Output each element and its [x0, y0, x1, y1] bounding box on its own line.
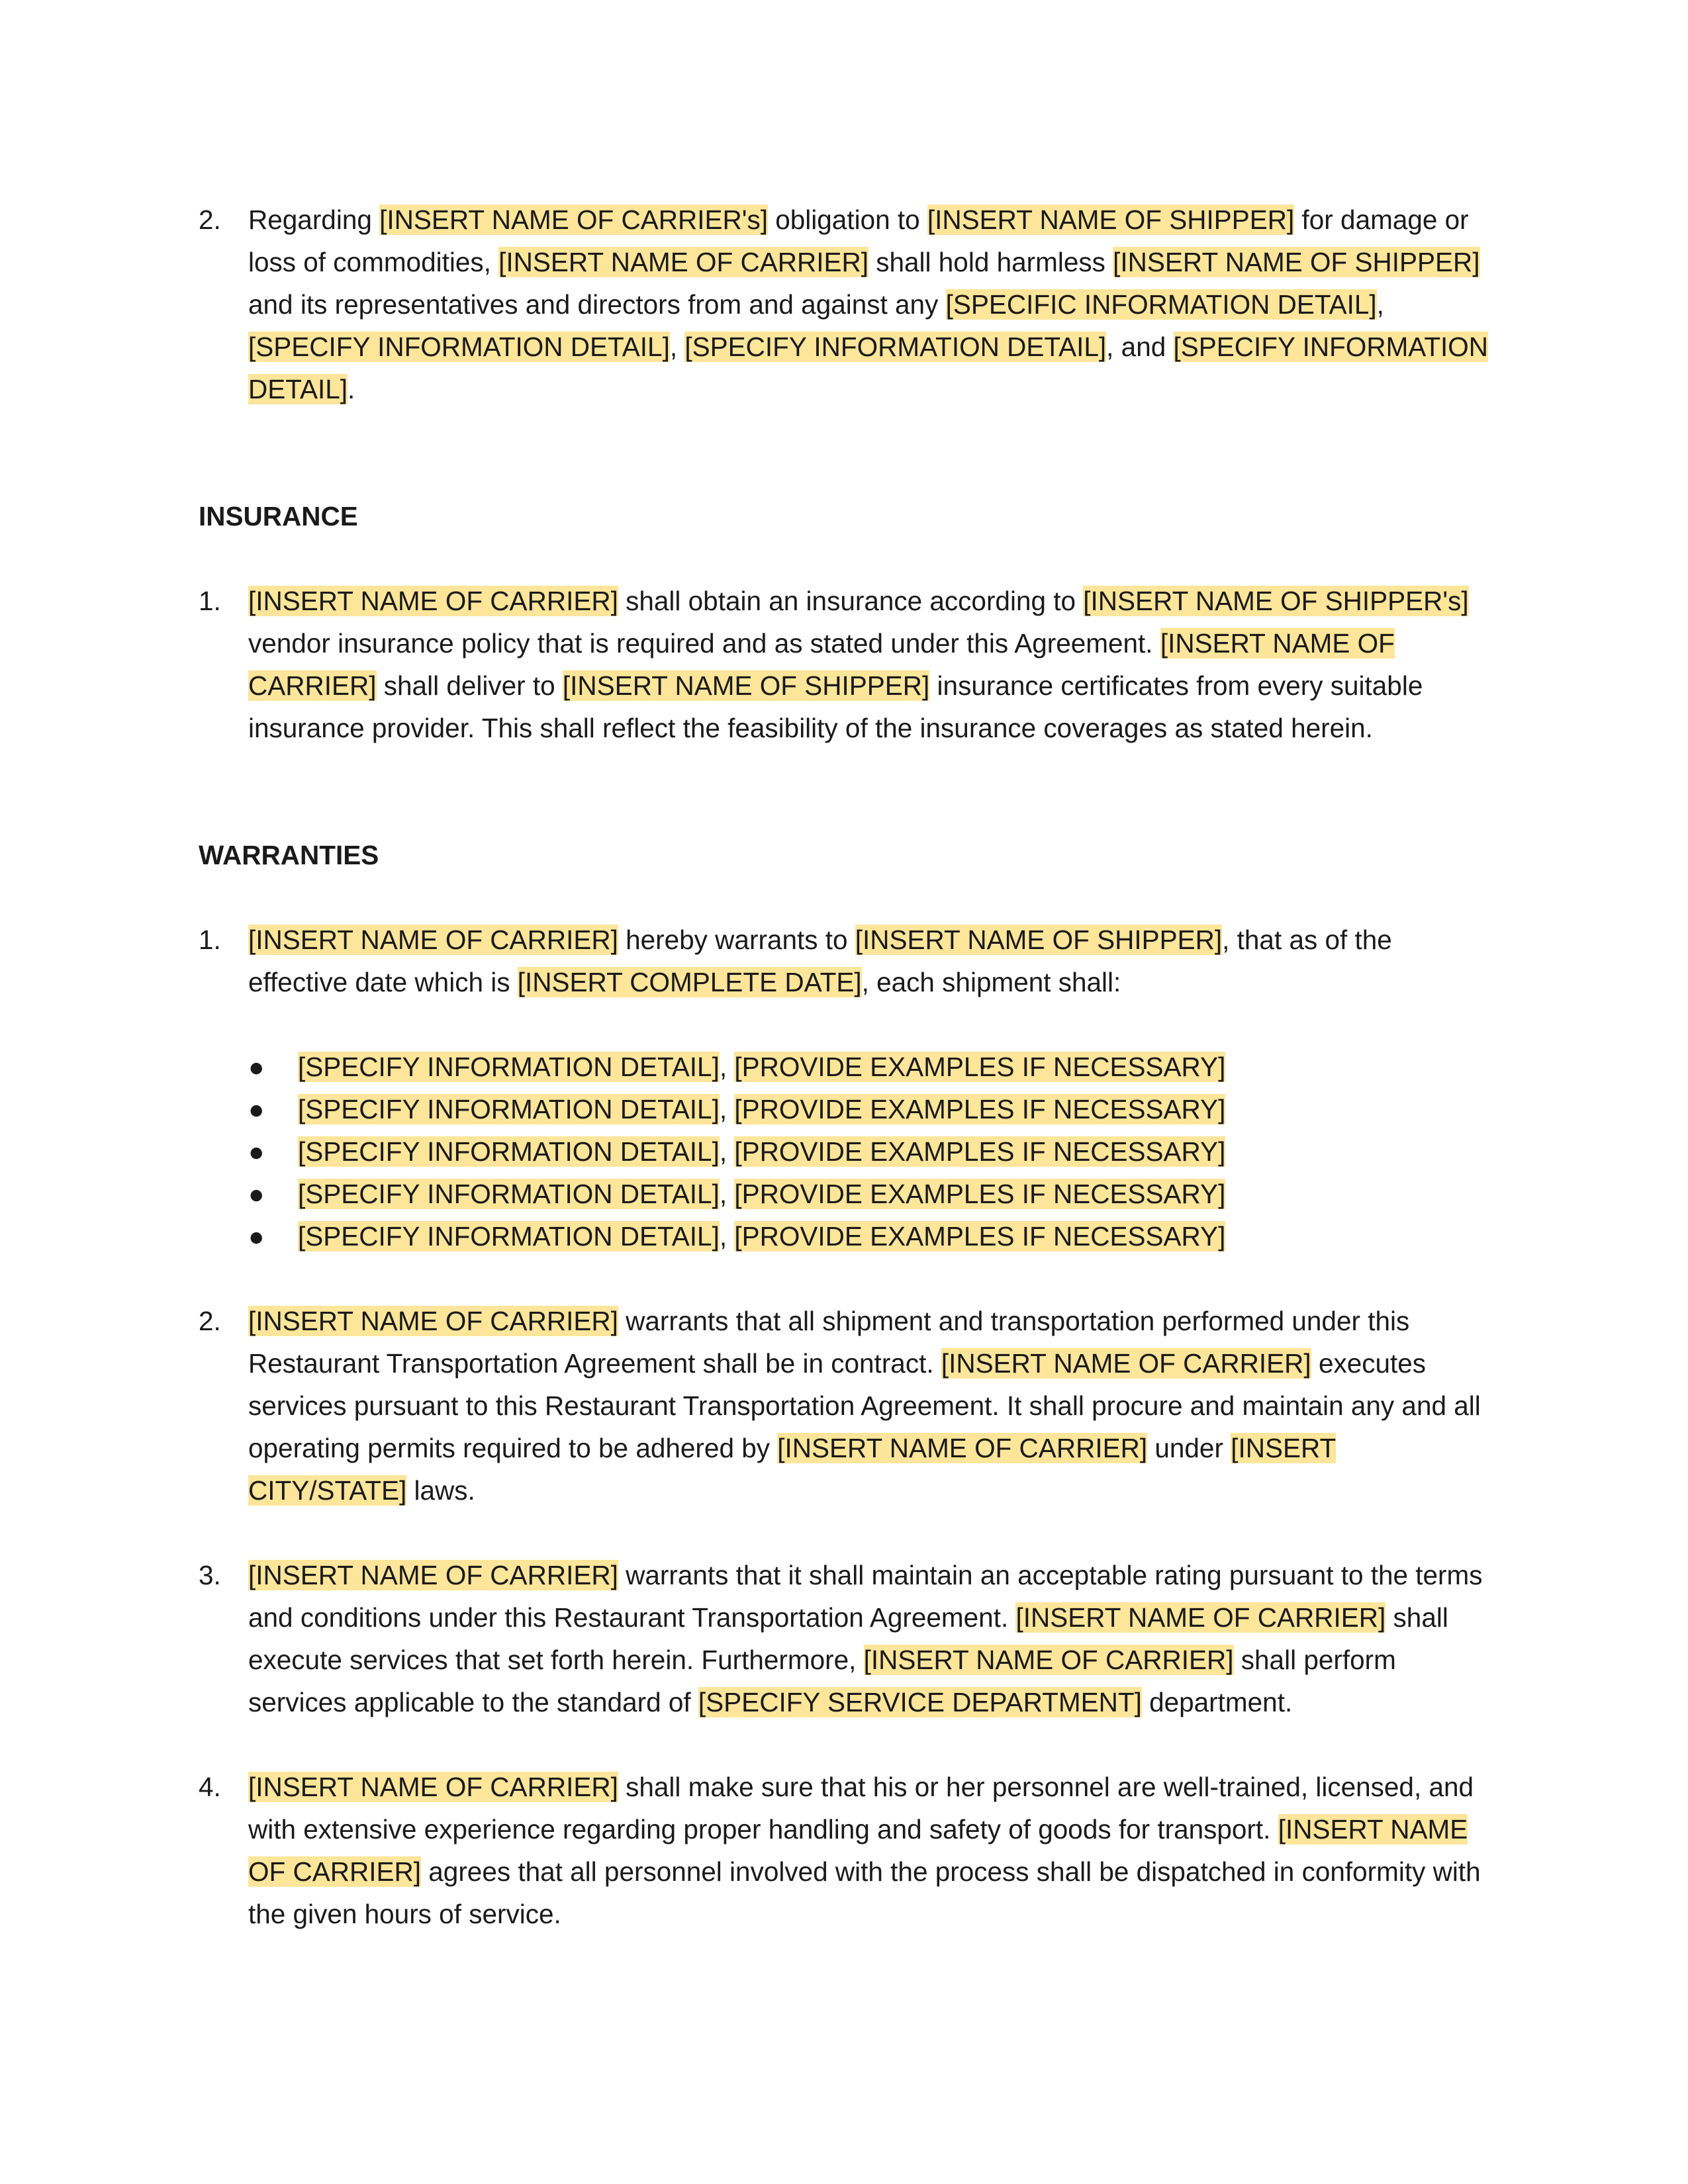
text-run: , that as of the effective date which is [248, 925, 1392, 997]
text-run: laws. [406, 1475, 475, 1506]
warranties-item-1 [199, 919, 1489, 1003]
text-run: vendor insurance policy that is required and as stated under this Agreement. [248, 628, 1160, 659]
text-run: shall perform services applicable to the standard of [248, 1645, 1396, 1717]
text-run: . [348, 374, 355, 404]
bullet-item [248, 1088, 1489, 1130]
bullet-icon: ● [248, 1136, 265, 1167]
text-run: , [669, 332, 685, 362]
warranties-item-4 [199, 1766, 1489, 1935]
warranties-heading: WARRANTIES [199, 840, 379, 870]
text-run: , and [1106, 332, 1174, 362]
bullet-item [248, 1046, 1489, 1088]
placeholder-field: [INSERT NAME OF CARRIER] [863, 1645, 1234, 1675]
placeholder-field: [INSERT NAME OF CARRIER] [248, 1814, 1468, 1887]
item-text [248, 199, 1489, 410]
text-run: , [1376, 289, 1384, 320]
placeholder-field: [SPECIFIC INFORMATION DETAIL] [945, 289, 1377, 320]
warranties-item-3 [199, 1554, 1489, 1723]
placeholder-field: [SPECIFY INFORMATION DETAIL] [684, 332, 1107, 362]
text-run: obligation to [767, 205, 927, 235]
placeholder-field: [INSERT NAME OF CARRIER] [248, 1772, 618, 1802]
text-run: shall execute services that set forth herein. Furthermore, [248, 1602, 1448, 1675]
placeholder-field: [PROVIDE EXAMPLES IF NECESSARY] [734, 1052, 1226, 1082]
text-run: , [719, 1136, 735, 1167]
placeholder-field: [INSERT NAME OF SHIPPER] [562, 670, 930, 701]
placeholder-field: [INSERT NAME OF CARRIER] [498, 247, 868, 277]
bullet-item [248, 1173, 1489, 1215]
item-number: 2. [199, 1306, 221, 1336]
text-run: executes services pursuant to this Restaurant Transportation Agreement. It shall procure and maintain any and all operating permits required to be adhered by [248, 1348, 1481, 1463]
text-run: Regarding [248, 205, 380, 235]
text-run: warrants that all shipment and transportation performed under this Restaurant Transportation Agreement shall be in contract. [248, 1306, 1410, 1379]
insurance-item-1 [199, 580, 1489, 749]
placeholder-field: [PROVIDE EXAMPLES IF NECESSARY] [734, 1179, 1226, 1209]
placeholder-field: [INSERT NAME OF CARRIER] [941, 1348, 1311, 1379]
placeholder-field: [PROVIDE EXAMPLES IF NECESSARY] [734, 1094, 1226, 1124]
placeholder-field: [INSERT NAME OF SHIPPER] [927, 205, 1295, 235]
placeholder-field: [PROVIDE EXAMPLES IF NECESSARY] [734, 1136, 1226, 1167]
placeholder-field: [PROVIDE EXAMPLES IF NECESSARY] [734, 1221, 1226, 1251]
text-run: under [1147, 1433, 1231, 1463]
item-text [248, 919, 1489, 1003]
placeholder-field: [INSERT NAME OF CARRIER] [777, 1433, 1148, 1463]
document-body [199, 199, 1489, 1935]
placeholder-field: [INSERT NAME OF SHIPPER's] [1083, 586, 1469, 616]
text-run: warrants that it shall maintain an acceptable rating pursuant to the terms and conditions under this Restaurant Transportation Agreement. [248, 1560, 1483, 1633]
bullet-text [298, 1215, 1489, 1257]
text-run: , [719, 1179, 735, 1209]
text-run: , each shipment shall: [861, 967, 1121, 997]
placeholder-field: [INSERT CITY/STATE] [248, 1433, 1336, 1506]
warranty-bullet-list [199, 1046, 1489, 1257]
bullet-icon: ● [248, 1179, 265, 1209]
bullet-icon: ● [248, 1052, 265, 1082]
placeholder-field: [INSERT NAME OF CARRIER] [248, 586, 618, 616]
text-run: shall obtain an insurance according to [618, 586, 1084, 616]
item-number: 1. [199, 586, 221, 616]
bullet-text [298, 1088, 1489, 1130]
placeholder-field: [INSERT NAME OF CARRIER] [248, 1306, 618, 1336]
text-run: hereby warrants to [618, 925, 855, 955]
placeholder-field: [SPECIFY SERVICE DEPARTMENT] [698, 1687, 1142, 1717]
item-number: 2. [199, 205, 221, 235]
text-run: shall make sure that his or her personnel are well-trained, licensed, and with extensive experience regarding proper handling and safety of goods for transport. [248, 1772, 1474, 1844]
insurance-heading: INSURANCE [199, 501, 358, 531]
placeholder-field: [INSERT NAME OF CARRIER] [248, 1560, 618, 1590]
text-run: insurance certificates from every suitable insurance provider. This shall reflect the feasibility of the insurance coverages as stated herein. [248, 670, 1423, 743]
item-number: 1. [199, 925, 221, 955]
placeholder-field: [SPECIFY INFORMATION DETAIL] [248, 332, 1489, 404]
placeholder-field: [INSERT NAME OF CARRIER] [1015, 1602, 1386, 1633]
text-run: agrees that all personnel involved with the process shall be dispatched in conformity with the given hours of service. [248, 1856, 1481, 1929]
bullet-item [248, 1215, 1489, 1257]
item-number: 4. [199, 1772, 221, 1802]
indemnity-item-2 [199, 199, 1489, 410]
placeholder-field: [INSERT NAME OF SHIPPER] [855, 925, 1223, 955]
bullet-text [298, 1173, 1489, 1215]
bullet-icon: ● [248, 1094, 265, 1124]
placeholder-field: [SPECIFY INFORMATION DETAIL] [298, 1179, 720, 1209]
placeholder-field: [INSERT NAME OF CARRIER's] [379, 205, 768, 235]
text-run: , [719, 1094, 735, 1124]
text-run: shall deliver to [376, 670, 563, 701]
text-run: department. [1141, 1687, 1293, 1717]
item-number: 3. [199, 1560, 221, 1590]
item-text [248, 1766, 1489, 1935]
item-text [248, 580, 1489, 749]
text-run: for damage or loss of commodities, [248, 205, 1469, 277]
placeholder-field: [SPECIFY INFORMATION DETAIL] [298, 1094, 720, 1124]
bullet-text [298, 1046, 1489, 1088]
bullet-text [298, 1130, 1489, 1173]
bullet-item [248, 1130, 1489, 1173]
text-run: , [719, 1221, 735, 1251]
text-run: shall hold harmless [868, 247, 1113, 277]
placeholder-field: [INSERT NAME OF CARRIER] [248, 925, 618, 955]
placeholder-field: [SPECIFY INFORMATION DETAIL] [298, 1052, 720, 1082]
text-run: , [719, 1052, 735, 1082]
placeholder-field: [INSERT COMPLETE DATE] [517, 967, 862, 997]
placeholder-field: [INSERT NAME OF SHIPPER] [1113, 247, 1480, 277]
placeholder-field: [INSERT NAME OF CARRIER] [248, 628, 1395, 701]
text-run: and its representatives and directors from and against any [248, 289, 946, 320]
warranties-item-2 [199, 1300, 1489, 1512]
bullet-icon: ● [248, 1221, 265, 1251]
placeholder-field: [SPECIFY INFORMATION DETAIL] [298, 1136, 720, 1167]
item-text [248, 1554, 1489, 1723]
item-text [248, 1300, 1489, 1512]
placeholder-field: [SPECIFY INFORMATION DETAIL] [248, 332, 670, 362]
placeholder-field: [SPECIFY INFORMATION DETAIL] [298, 1221, 720, 1251]
